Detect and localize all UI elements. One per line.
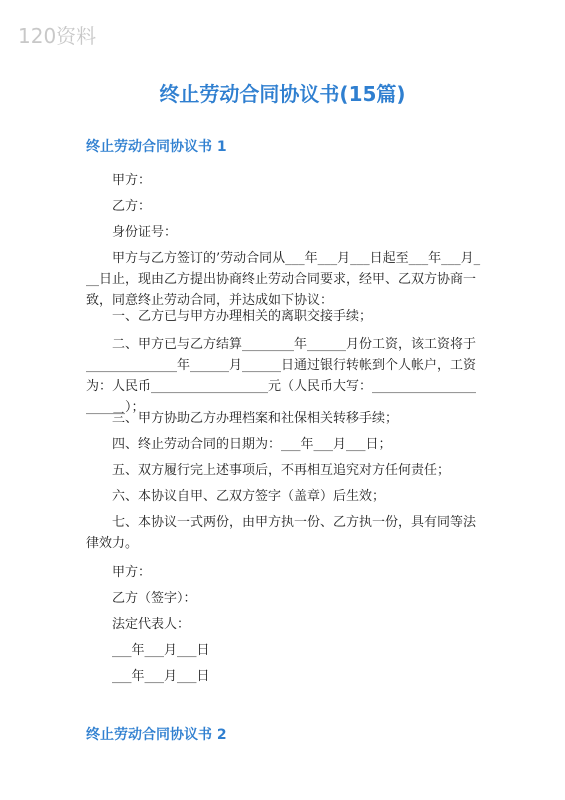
sign-party-b: 乙方（签字）：: [112, 591, 197, 606]
section-heading-2: 终止劳动合同协议书 2: [86, 727, 227, 743]
sign-party-a: 甲方：: [112, 565, 152, 580]
party-a-label: 甲方：: [112, 173, 152, 188]
section-heading-1: 终止劳动合同协议书 1: [86, 139, 227, 155]
clause-2-line: ______）；: [86, 400, 145, 415]
clause-5: 五、双方履行完上述事项后，不再相互追究对方任何责任；: [112, 463, 451, 478]
clause-2-line: ______________年______月______日通过银行转帐到个人帐户，工资: [86, 358, 477, 373]
clause-7-line: 七、本协议一式两份，由甲方执一份、乙方执一份，具有同等法: [112, 515, 477, 530]
intro-line: __日止，现由乙方提出协商终止劳动合同要求，经甲、乙双方协商一: [86, 272, 477, 287]
clause-2-paragraph: [86, 334, 478, 418]
id-number-label: 身份证号：: [112, 225, 178, 240]
intro-line: 甲方与乙方签订的’劳动合同从___年___月___日起至___年___月_: [112, 251, 481, 266]
document-title: 终止劳动合同协议书(15篇): [159, 82, 406, 106]
legal-representative: 法定代表人：: [112, 617, 191, 632]
party-b-label: 乙方：: [112, 199, 152, 214]
intro-paragraph: [86, 248, 481, 311]
clause-4: 四、终止劳动合同的日期为：___年___月___日；: [112, 437, 392, 452]
clause-6: 六、本协议自甲、乙双方签字（盖章）后生效；: [112, 489, 386, 504]
clause-2-line: 为：人民币__________________元（人民币大写：________________: [86, 379, 477, 394]
clause-7-line: 律效力。: [86, 536, 139, 551]
signature-date-2: ___年___月___日: [112, 669, 210, 684]
signature-date-1: ___年___月___日: [112, 643, 210, 658]
clause-1: 一、乙方已与甲方办理相关的离职交接手续；: [112, 309, 373, 324]
watermark-text: 120资料: [18, 24, 97, 48]
clause-2-line: 二、甲方已与乙方结算________年______月份工资，该工资将于: [112, 337, 477, 352]
intro-line: 致，同意终止劳动合同，并达成如下协议：: [86, 293, 334, 308]
clause-7-paragraph: [86, 512, 478, 554]
clause-3: 三、甲方协助乙方办理档案和社保相关转移手续；: [112, 411, 399, 426]
